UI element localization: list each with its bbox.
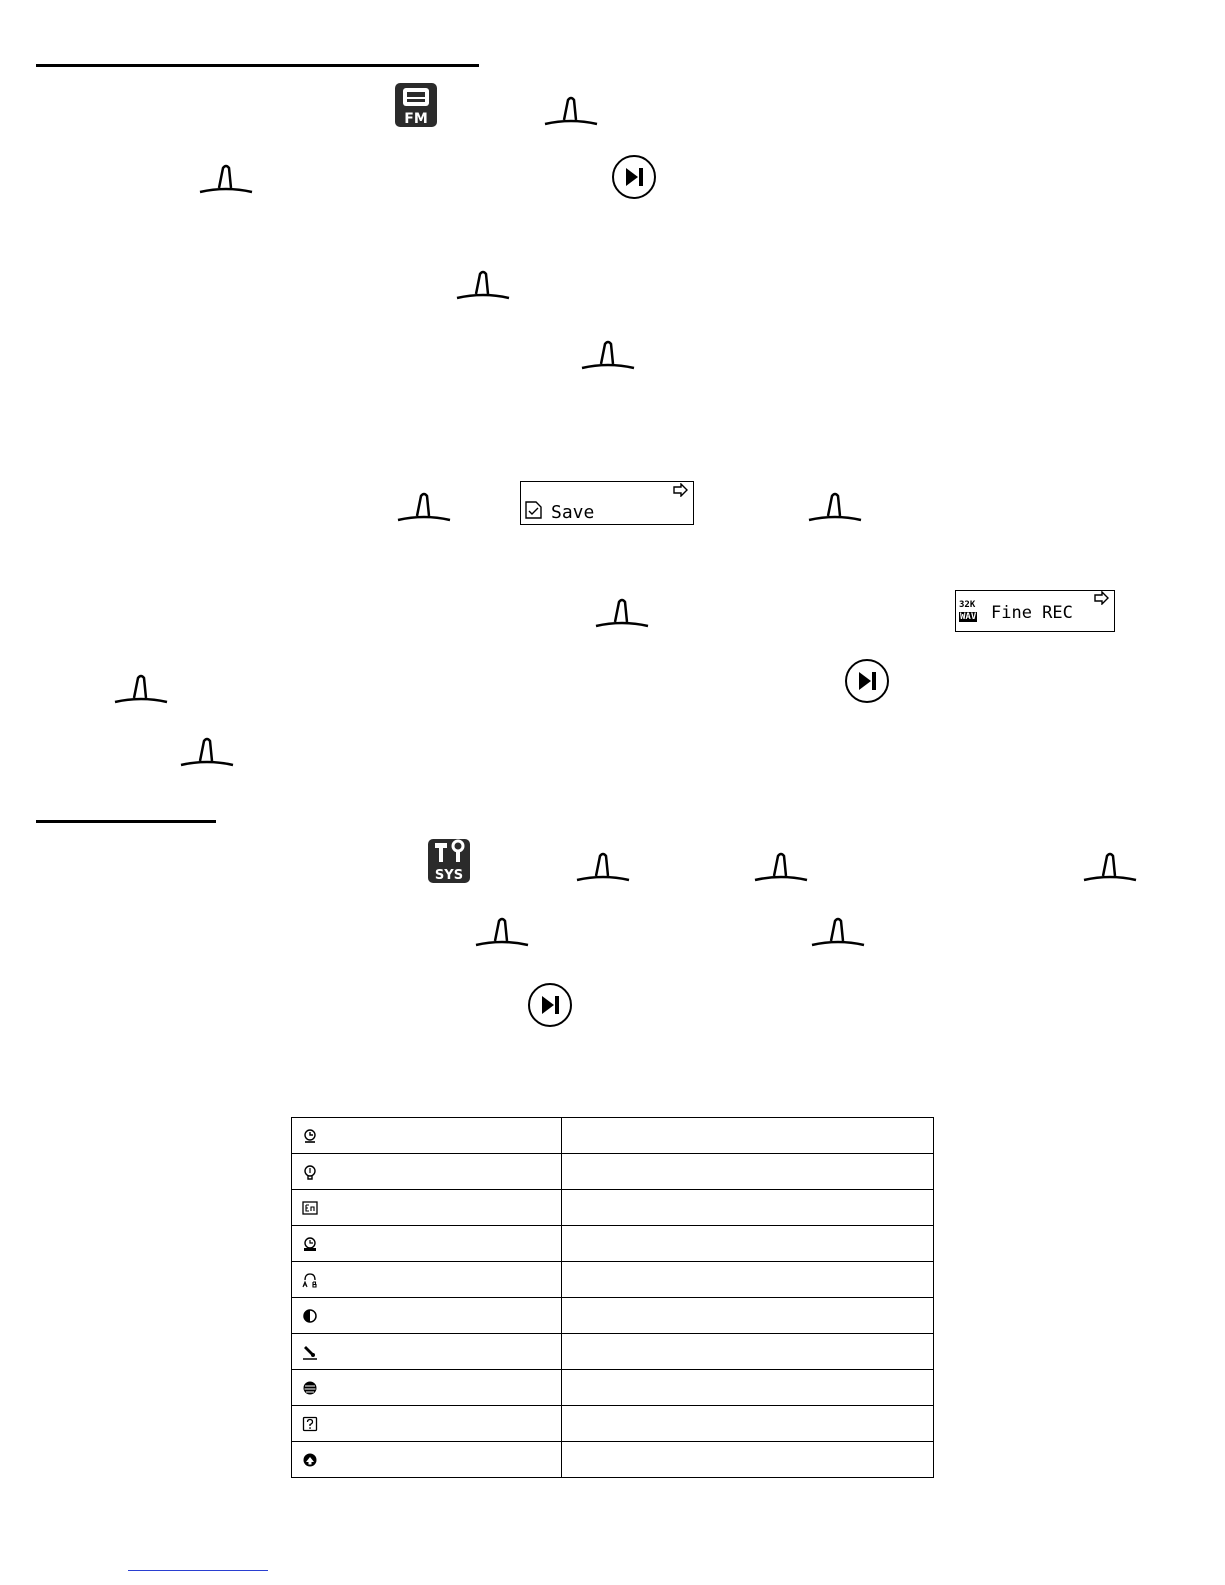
contrast-icon (302, 1308, 318, 1324)
mode-key-icon (199, 162, 253, 194)
save-document-icon (524, 500, 544, 520)
mode-key-icon (581, 338, 635, 370)
mode-key-icon (576, 850, 630, 882)
mode-key-icon (475, 915, 529, 947)
table-cell-description (562, 1298, 934, 1334)
footer-link[interactable] (128, 1570, 268, 1571)
table-row (292, 1442, 934, 1478)
lcd-record-screen (955, 590, 1115, 632)
lcd-save-screen (520, 481, 694, 525)
backlight-icon (302, 1164, 318, 1180)
table-cell-description (562, 1442, 934, 1478)
mode-key-icon (456, 268, 510, 300)
table-cell-description (562, 1262, 934, 1298)
table-row (292, 1298, 934, 1334)
settings-icon-table (291, 1117, 934, 1478)
firmware-upgrade-icon (302, 1452, 318, 1468)
table-row (292, 1154, 934, 1190)
firmware-version-icon (302, 1416, 318, 1432)
table-row (292, 1118, 934, 1154)
mode-key-icon (544, 94, 598, 126)
table-cell-description (562, 1370, 934, 1406)
record-settings-icon (302, 1344, 318, 1360)
clock-icon (302, 1128, 318, 1144)
mode-key-icon (114, 672, 168, 704)
sys-icon-label: SYS (434, 868, 464, 883)
table-row (292, 1190, 934, 1226)
language-icon (302, 1200, 318, 1216)
fm-radio-icon (394, 82, 438, 128)
mode-key-icon (180, 735, 234, 767)
table-row (292, 1262, 934, 1298)
fm-icon-label: FM (404, 111, 428, 127)
arrow-right-icon (673, 483, 689, 497)
mode-key-icon (754, 850, 808, 882)
play-next-button-icon (843, 657, 891, 705)
replay-ab-icon (302, 1272, 318, 1288)
table-cell-description (562, 1190, 934, 1226)
mode-key-icon (595, 596, 649, 628)
table-cell-description (562, 1406, 934, 1442)
lcd-record-label: Fine REC (991, 603, 1073, 623)
system-settings-icon (427, 838, 471, 884)
section-heading-underline-sys (36, 820, 216, 823)
table-row (292, 1370, 934, 1406)
mode-key-icon (1083, 850, 1137, 882)
table-cell-description (562, 1334, 934, 1370)
memory-info-icon (302, 1380, 318, 1396)
table-cell-description (562, 1118, 934, 1154)
arrow-right-icon (1094, 591, 1110, 605)
mode-key-icon (397, 490, 451, 522)
table-row (292, 1406, 934, 1442)
mode-key-icon (811, 915, 865, 947)
table-row (292, 1334, 934, 1370)
table-row (292, 1226, 934, 1262)
play-next-button-icon (610, 153, 658, 201)
lcd-format-badge: WAV (960, 612, 977, 622)
table-cell-description (562, 1226, 934, 1262)
lcd-bitrate-badge: 32K (959, 600, 976, 610)
mode-key-icon (808, 490, 862, 522)
power-off-timer-icon (302, 1236, 318, 1252)
table-cell-description (562, 1154, 934, 1190)
section-heading-underline-fm (36, 64, 479, 67)
lcd-save-label: Save (551, 502, 595, 523)
play-next-button-icon (526, 981, 574, 1029)
